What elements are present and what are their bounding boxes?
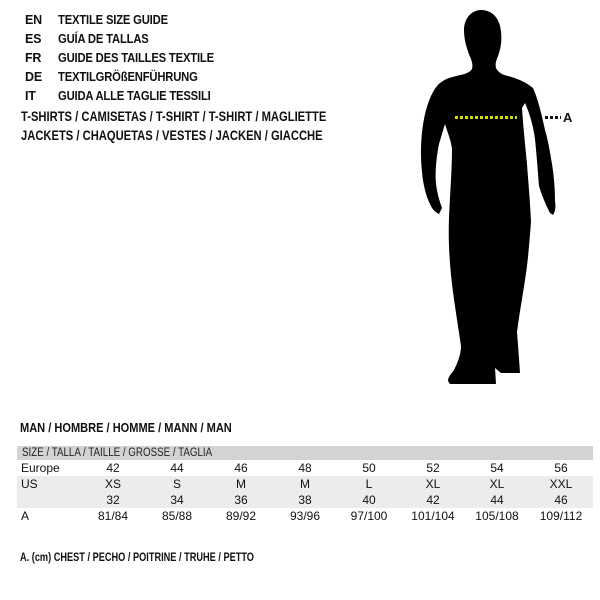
- size-cell: 109/112: [539, 509, 583, 523]
- size-cell: 93/96: [289, 509, 321, 523]
- language-code: FR: [25, 51, 42, 65]
- size-cell: 46: [234, 461, 248, 475]
- size-cell: 54: [490, 461, 504, 475]
- language-row: [25, 11, 231, 30]
- size-cell: 42: [106, 461, 120, 475]
- size-cell: 48: [298, 461, 312, 475]
- language-row: [25, 30, 231, 49]
- chest-measure-label: A: [563, 110, 573, 125]
- language-row: [25, 49, 231, 68]
- size-cell: 46: [554, 493, 568, 507]
- table-row-alt-size: [17, 492, 593, 508]
- size-cell: 36: [234, 493, 248, 507]
- size-cell: 44: [490, 493, 504, 507]
- language-list: [25, 11, 231, 106]
- chest-measure-line-outside: [545, 116, 561, 119]
- size-cell: XL: [425, 477, 441, 491]
- size-cell: S: [172, 477, 181, 491]
- size-cell: M: [300, 477, 310, 491]
- language-code: EN: [25, 13, 42, 27]
- man-silhouette: [408, 4, 588, 394]
- size-table-header: SIZE / TALLA / TAILLE / GRÖSSE / TAGLIA: [17, 446, 593, 460]
- size-cell: XXL: [549, 477, 573, 491]
- row-label: US: [21, 477, 38, 491]
- size-cell: 52: [426, 461, 440, 475]
- size-cell: 56: [554, 461, 568, 475]
- size-cell: M: [236, 477, 246, 491]
- size-cell: 101/104: [411, 509, 455, 523]
- language-code: DE: [25, 70, 42, 84]
- size-table: [17, 446, 593, 524]
- row-label: [17, 492, 81, 508]
- size-cell: L: [365, 477, 373, 491]
- language-code: ES: [25, 32, 42, 46]
- language-label: GUIDE DES TAILLES TEXTILE: [58, 51, 214, 65]
- size-cell: 97/100: [350, 509, 388, 523]
- category-block: [21, 107, 403, 145]
- language-label: GUÍA DE TALLAS: [58, 32, 149, 46]
- size-cell: 42: [426, 493, 440, 507]
- size-cell: 38: [298, 493, 312, 507]
- size-cell: XS: [104, 477, 121, 491]
- section-title: MAN / HOMBRE / HOMME / MANN / MAN: [20, 420, 232, 435]
- size-cell: 32: [106, 493, 120, 507]
- size-cell: 50: [362, 461, 376, 475]
- category-line-jackets: JACKETS / CHAQUETAS / VESTES / JACKEN / GIACCHE: [21, 127, 323, 143]
- language-label: TEXTILGRÖßENFÜHRUNG: [58, 70, 198, 84]
- size-cell: 105/108: [475, 509, 519, 523]
- language-label: TEXTILE SIZE GUIDE: [58, 13, 168, 27]
- table-row-europe: [17, 460, 593, 476]
- size-cell: XL: [489, 477, 505, 491]
- language-row: [25, 87, 231, 106]
- chest-measure-line-on-body: [455, 116, 517, 119]
- category-line-tshirts: T-SHIRTS / CAMISETAS / T-SHIRT / T-SHIRT / MAGLIETTE: [21, 108, 327, 124]
- footnote: A. (cm) CHEST / PECHO / POITRINE / TRUHE / PETTO: [20, 552, 254, 564]
- language-label: GUIDA ALLE TAGLIE TESSILI: [58, 89, 211, 103]
- row-label: Europe: [21, 461, 60, 475]
- language-row: [25, 68, 231, 87]
- size-cell: 85/88: [161, 509, 193, 523]
- language-code: IT: [25, 89, 36, 103]
- table-row-us: [17, 476, 593, 492]
- size-cell: 40: [362, 493, 376, 507]
- size-cell: 44: [170, 461, 184, 475]
- size-cell: 81/84: [97, 509, 129, 523]
- table-row-chest-a: [17, 508, 593, 524]
- row-label: A: [21, 509, 30, 523]
- size-cell: 89/92: [225, 509, 257, 523]
- size-cell: 34: [170, 493, 184, 507]
